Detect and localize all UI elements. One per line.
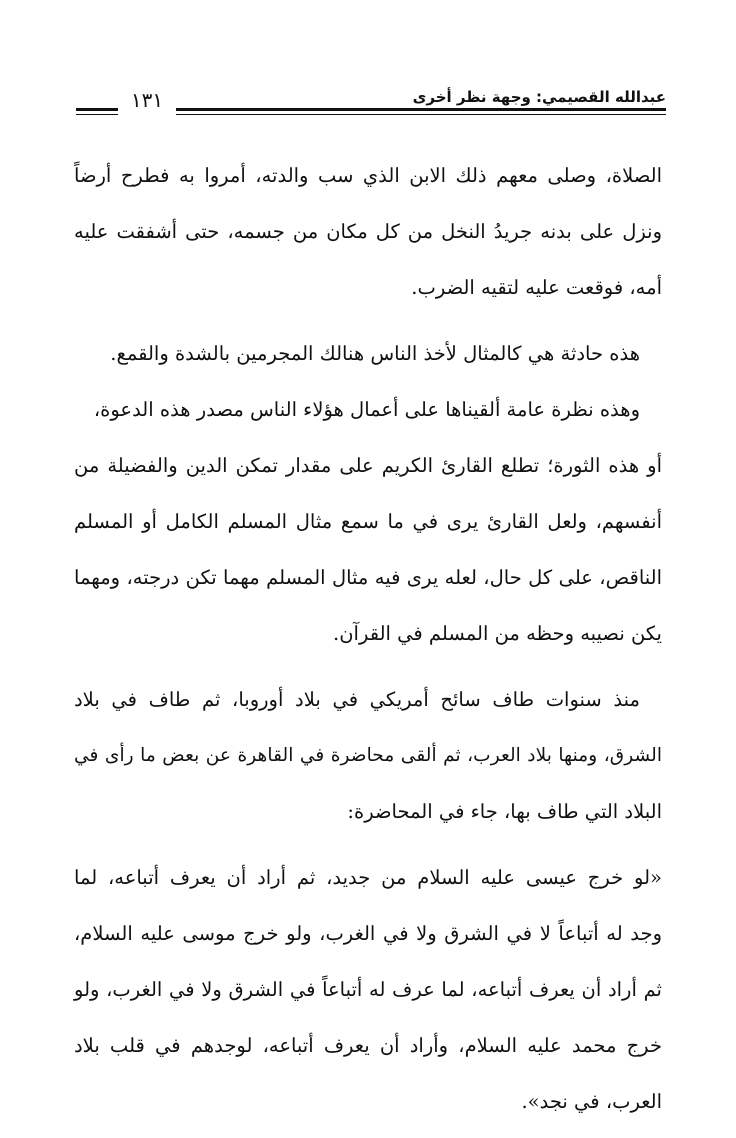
body-text: [74, 148, 662, 1130]
text-line: البلاد التي طاف بها، جاء في المحاضرة:: [347, 800, 662, 823]
text-line: هذه حادثة هي كالمثال لأخذ الناس هنالك المجرمين بالشدة والقمع.: [110, 342, 640, 365]
text-line: الصلاة، وصلى معهم ذلك الابن الذي سب والدته، أمروا به فطرح أرضاً: [74, 164, 662, 187]
paragraph-4: [74, 672, 662, 840]
page-header: [70, 86, 666, 126]
text-line: أو هذه الثورة؛ تطلع القارئ الكريم على مقدار تمكن الدين والفضيلة من: [74, 454, 662, 477]
text-line: خرج محمد عليه السلام، وأراد أن يعرف أتباعه، لوجدهم في قلب بلاد: [74, 1034, 662, 1057]
text-line: ونزل على بدنه جريدُ النخل من كل مكان من جسمه، حتى أشفقت عليه: [74, 220, 662, 243]
text-line: أنفسهم، ولعل القارئ يرى في ما سمع مثال المسلم الكامل أو المسلم: [74, 510, 662, 533]
running-title: عبدالله القصيمي: وجهة نظر أخرى: [412, 88, 666, 106]
text-line: يكن نصيبه وحظه من المسلم في القرآن.: [333, 622, 662, 645]
paragraph-2: [74, 326, 662, 382]
paragraph-1: [74, 148, 662, 316]
text-line: «لو خرج عيسى عليه السلام من جديد، ثم أراد أن يعرف أتباعه، لما: [74, 866, 662, 889]
paragraph-3: [74, 382, 662, 662]
header-rule-left-thick: [76, 108, 118, 111]
text-line: وجد له أتباعاً لا في الشرق ولا في الغرب، ولو خرج موسى عليه السلام،: [74, 922, 662, 945]
text-line: العرب، في نجد».: [521, 1090, 662, 1113]
text-line: الشرق، ومنها بلاد العرب، ثم ألقى محاضرة في القاهرة عن بعض ما رأى في: [74, 745, 662, 766]
text-line: منذ سنوات طاف سائح أمريكي في بلاد أوروبا، ثم طاف في بلاد: [74, 688, 640, 711]
header-rule-main-thick: [176, 108, 666, 111]
text-line: الناقص، على كل حال، لعله يرى فيه مثال المسلم مهما تكن درجته، ومهما: [74, 566, 662, 589]
text-line: ثم أراد أن يعرف أتباعه، لما عرف له أتباعاً في الشرق ولا في الغرب، ولو: [74, 978, 662, 1001]
text-line: أمه، فوقعت عليه لتقيه الضرب.: [411, 276, 662, 299]
text-line: وهذه نظرة عامة ألقيناها على أعمال هؤلاء الناس مصدر هذه الدعوة،: [93, 398, 640, 421]
header-rule-left-thin: [76, 114, 118, 115]
header-rule-main-thin: [176, 114, 666, 115]
page-number: ١٣١: [130, 88, 164, 112]
paragraph-5-quote: [74, 850, 662, 1130]
